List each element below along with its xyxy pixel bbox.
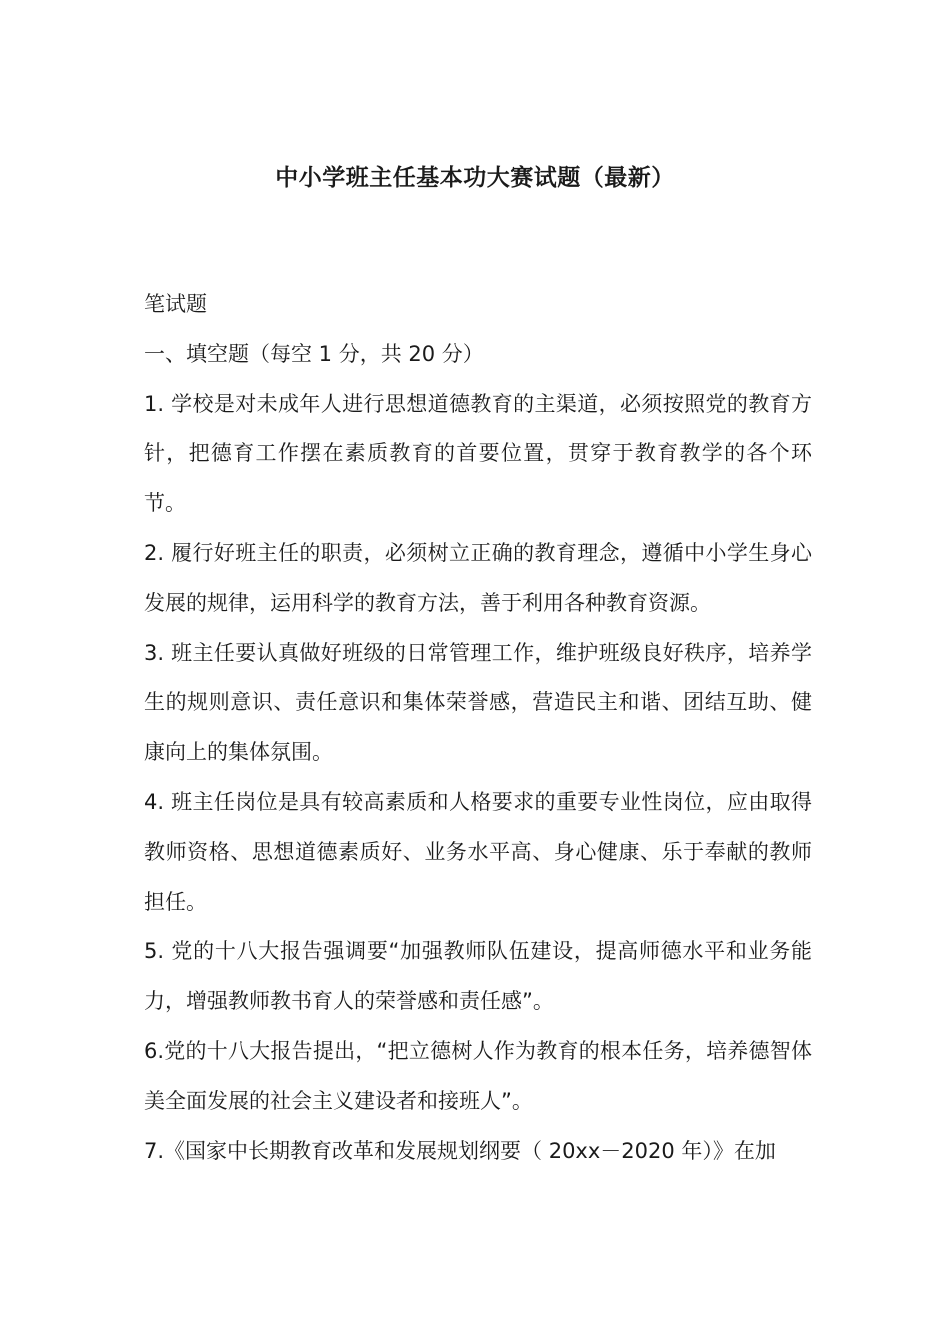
part-heading: 一、填空题（每空 1 分，共 20 分）: [144, 341, 484, 366]
question-item-2: 2. 履行好班主任的职责，必须树立正确的教育理念，遵循中小学生身心发展的规律，运用科学的教育方法，善于利用各种教育资源。: [144, 540, 812, 615]
question-item-4: 4. 班主任岗位是具有较高素质和人格要求的重要专业性岗位，应由取得教师资格、思想道德素质好、业务水平高、身心健康、乐于奉献的教师担任。: [144, 789, 812, 914]
document-title: 中小学班主任基本功大赛试题（最新）: [275, 165, 675, 191]
section-label: 笔试题: [144, 292, 207, 316]
question-item-5: 5. 党的十八大报告强调要“加强教师队伍建设，提高师德水平和业务能力，增强教师教书育人的荣誉感和责任感”。: [144, 939, 812, 1014]
question-item-3: 3. 班主任要认真做好班级的日常管理工作，维护班级良好秩序，培养学生的规则意识、责任意识和集体荣誉感，营造民主和谐、团结互助、健康向上的集体氛围。: [144, 640, 812, 765]
document-body: [144, 280, 812, 1176]
question-item-6: 6.党的十八大报告提出，“把立德树人作为教育的根本任务，培养德智体美全面发展的社会主义建设者和接班人”。: [144, 1038, 812, 1113]
question-item-1: 1. 学校是对未成年人进行思想道德教育的主渠道，必须按照党的教育方针，把德育工作摆在素质教育的首要位置，贯穿于教育教学的各个环节。: [144, 391, 812, 516]
question-item-7: 7.《国家中长期教育改革和发展规划纲要（ 20xx－2020 年）》在加: [144, 1138, 776, 1163]
